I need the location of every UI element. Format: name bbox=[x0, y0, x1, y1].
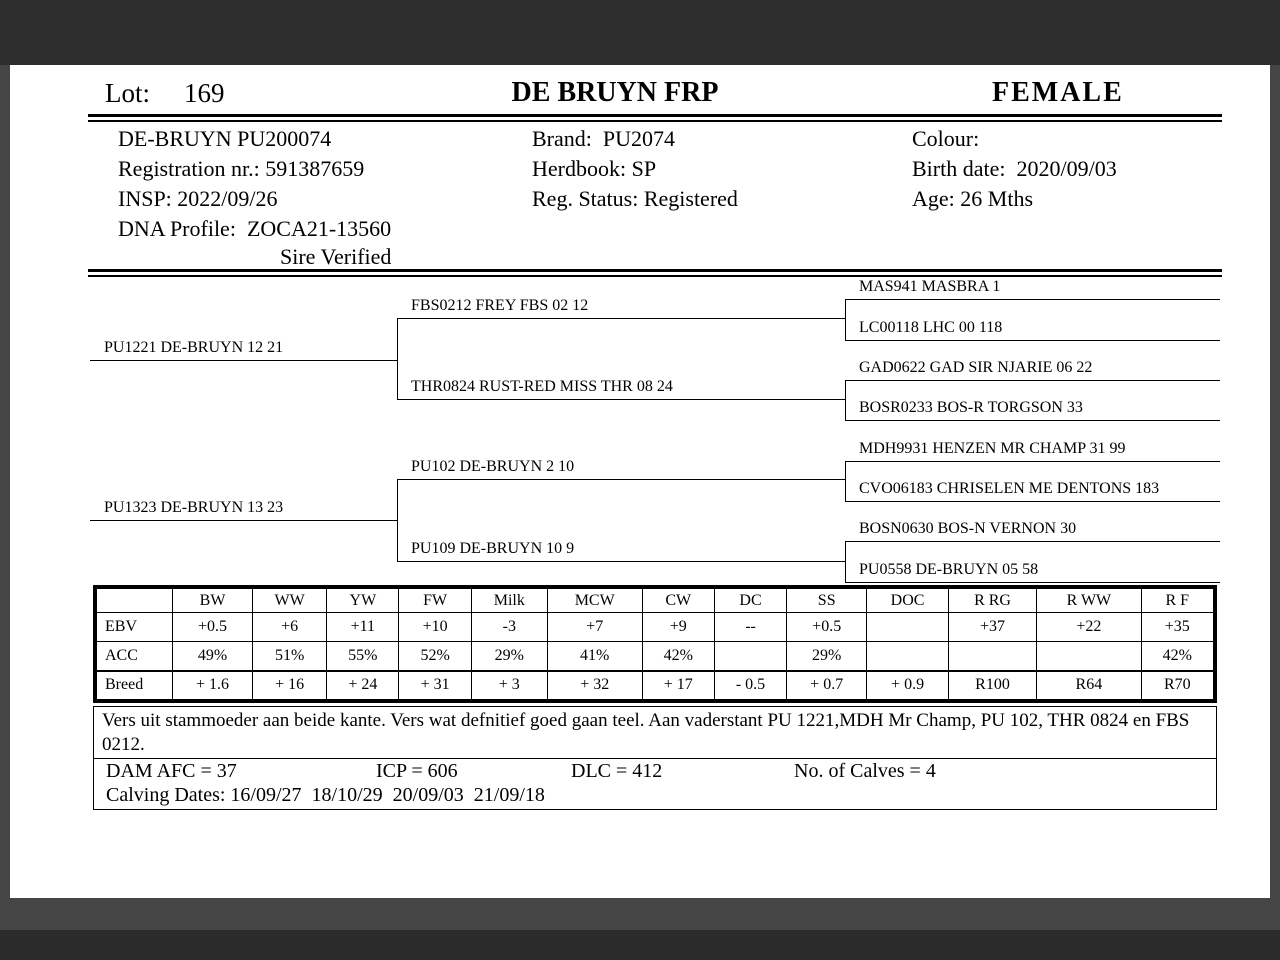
ebv-col-header: DOC bbox=[867, 589, 949, 613]
ebv-col-header: Milk bbox=[471, 589, 547, 613]
info-insp: INSP: 2022/09/26 bbox=[118, 186, 278, 211]
ebv-row bbox=[97, 613, 1214, 642]
pedigree-connector bbox=[397, 319, 398, 400]
info-dna-profile: DNA Profile: ZOCA21-13560 bbox=[118, 216, 392, 241]
ebv-col-header: R F bbox=[1141, 589, 1213, 613]
ebv-cell: + 24 bbox=[327, 671, 399, 700]
pedigree-node: PU102 DE-BRUYN 2 10 bbox=[397, 456, 845, 480]
pedigree-node: MAS941 MASBRA 1 bbox=[845, 276, 1220, 300]
info-name: DE-BRUYN PU200074 bbox=[118, 126, 332, 151]
ebv-col-header bbox=[97, 589, 173, 613]
pedigree-connector bbox=[397, 480, 398, 562]
ebv-col-header: DC bbox=[714, 589, 786, 613]
notes-box bbox=[93, 706, 1217, 810]
ebv-cell: +7 bbox=[547, 613, 642, 642]
info-registration: Registration nr.: 591387659 bbox=[118, 156, 365, 181]
info-sire-verified: Sire Verified bbox=[280, 244, 392, 269]
info-herdbook: Herdbook: SP bbox=[532, 156, 657, 181]
ebv-cell: 29% bbox=[471, 642, 547, 671]
pedigree-connector bbox=[845, 542, 846, 583]
ebv-cell: 42% bbox=[642, 642, 714, 671]
ebv-cell: +9 bbox=[642, 613, 714, 642]
ebv-cell: + 1.6 bbox=[173, 671, 253, 700]
lot-number: 169 bbox=[184, 78, 225, 108]
pedigree-connector bbox=[845, 300, 846, 341]
notes-text: Vers uit stammoeder aan beide kante. Vers wat defnitief goed gaan teel. Aan vaderstant PU 1221,MDH Mr Champ, PU 102, THR 0824 en FBS 0212. bbox=[94, 707, 1216, 759]
ebv-row-label: ACC bbox=[97, 642, 173, 671]
ebv-cell: + 0.7 bbox=[787, 671, 867, 700]
ebv-col-header: WW bbox=[253, 589, 327, 613]
stat-dlc: DLC = 412 bbox=[571, 760, 663, 782]
ebv-col-header: R RG bbox=[948, 589, 1036, 613]
info-colour: Colour: bbox=[912, 126, 980, 151]
ebv-cell: 52% bbox=[399, 642, 471, 671]
ebv-cell: +22 bbox=[1037, 613, 1141, 642]
pedigree-connector bbox=[845, 381, 846, 421]
ebv-cell bbox=[1037, 642, 1141, 671]
ebv-cell: + 0.9 bbox=[867, 671, 949, 700]
page-title: DE BRUYN FRP bbox=[511, 77, 719, 108]
header-divider bbox=[88, 114, 1222, 122]
ebv-cell: R100 bbox=[948, 671, 1036, 700]
ebv-cell: + 31 bbox=[399, 671, 471, 700]
ebv-cell: 55% bbox=[327, 642, 399, 671]
stat-icp: ICP = 606 bbox=[376, 760, 458, 782]
info-reg-status: Reg. Status: Registered bbox=[532, 186, 738, 211]
ebv-cell: +0.5 bbox=[173, 613, 253, 642]
ebv-row-label: Breed bbox=[97, 671, 173, 700]
pedigree-node: LC00118 LHC 00 118 bbox=[845, 317, 1220, 341]
ebv-cell: +10 bbox=[399, 613, 471, 642]
top-frame-bar bbox=[0, 0, 1280, 65]
ebv-col-header: YW bbox=[327, 589, 399, 613]
ebv-col-header: R WW bbox=[1037, 589, 1141, 613]
info-brand: Brand: PU2074 bbox=[532, 126, 675, 151]
sex-label: FEMALE bbox=[992, 77, 1124, 108]
dam-stats bbox=[94, 759, 1216, 809]
ebv-cell: 29% bbox=[787, 642, 867, 671]
info-birth-date: Birth date: 2020/09/03 bbox=[912, 156, 1117, 181]
ebv-col-header: FW bbox=[399, 589, 471, 613]
catalog-page bbox=[10, 65, 1270, 898]
pedigree-node: BOSN0630 BOS-N VERNON 30 bbox=[845, 518, 1220, 542]
pedigree-node: THR0824 RUST-RED MISS THR 08 24 bbox=[397, 376, 845, 400]
ebv-cell: -- bbox=[714, 613, 786, 642]
pedigree-node-dam: PU1323 DE-BRUYN 13 23 bbox=[90, 497, 397, 521]
pedigree-node: PU0558 DE-BRUYN 05 58 bbox=[845, 559, 1220, 583]
ebv-cell: + 32 bbox=[547, 671, 642, 700]
pedigree-node-sire: PU1221 DE-BRUYN 12 21 bbox=[90, 337, 397, 361]
lot-label: Lot: bbox=[105, 78, 150, 108]
acc-row bbox=[97, 642, 1214, 671]
ebv-cell: 42% bbox=[1141, 642, 1213, 671]
ebv-cell: R64 bbox=[1037, 671, 1141, 700]
lot bbox=[105, 78, 225, 109]
calving-dates: Calving Dates: 16/09/27 18/10/29 20/09/03 21/09/18 bbox=[106, 784, 545, 806]
pedigree-node: FBS0212 FREY FBS 02 12 bbox=[397, 295, 845, 319]
ebv-col-header: BW bbox=[173, 589, 253, 613]
ebv-cell: +6 bbox=[253, 613, 327, 642]
ebv-table bbox=[93, 585, 1217, 703]
ebv-cell: + 16 bbox=[253, 671, 327, 700]
ebv-cell bbox=[867, 642, 949, 671]
ebv-cell: +0.5 bbox=[787, 613, 867, 642]
ebv-cell: +37 bbox=[948, 613, 1036, 642]
ebv-cell bbox=[867, 613, 949, 642]
info-age: Age: 26 Mths bbox=[912, 186, 1033, 211]
pedigree-node: MDH9931 HENZEN MR CHAMP 31 99 bbox=[845, 438, 1220, 462]
ebv-cell: 49% bbox=[173, 642, 253, 671]
pedigree-node: GAD0622 GAD SIR NJARIE 06 22 bbox=[845, 357, 1220, 381]
ebv-cell: +11 bbox=[327, 613, 399, 642]
ebv-col-header: MCW bbox=[547, 589, 642, 613]
ebv-header-row bbox=[97, 589, 1214, 613]
ebv-col-header: CW bbox=[642, 589, 714, 613]
ebv-cell: - 0.5 bbox=[714, 671, 786, 700]
pedigree-node: PU109 DE-BRUYN 10 9 bbox=[397, 538, 845, 562]
ebv-row-label: EBV bbox=[97, 613, 173, 642]
ebv-cell: + 17 bbox=[642, 671, 714, 700]
pedigree-node: BOSR0233 BOS-R TORGSON 33 bbox=[845, 397, 1220, 421]
pedigree-node: CVO06183 CHRISELEN ME DENTONS 183 bbox=[845, 478, 1220, 502]
stat-no-of-calves: No. of Calves = 4 bbox=[794, 760, 936, 782]
breed-row bbox=[97, 671, 1214, 700]
ebv-cell: R70 bbox=[1141, 671, 1213, 700]
ebv-cell: -3 bbox=[471, 613, 547, 642]
stat-dam-afc: DAM AFC = 37 bbox=[106, 760, 237, 782]
ebv-col-header: SS bbox=[787, 589, 867, 613]
ebv-cell: 51% bbox=[253, 642, 327, 671]
pedigree-connector bbox=[845, 462, 846, 502]
ebv-cell: 41% bbox=[547, 642, 642, 671]
bottom-frame-bar bbox=[0, 930, 1280, 960]
ebv-cell: +35 bbox=[1141, 613, 1213, 642]
ebv-cell bbox=[714, 642, 786, 671]
ebv-cell bbox=[948, 642, 1036, 671]
ebv-cell: + 3 bbox=[471, 671, 547, 700]
